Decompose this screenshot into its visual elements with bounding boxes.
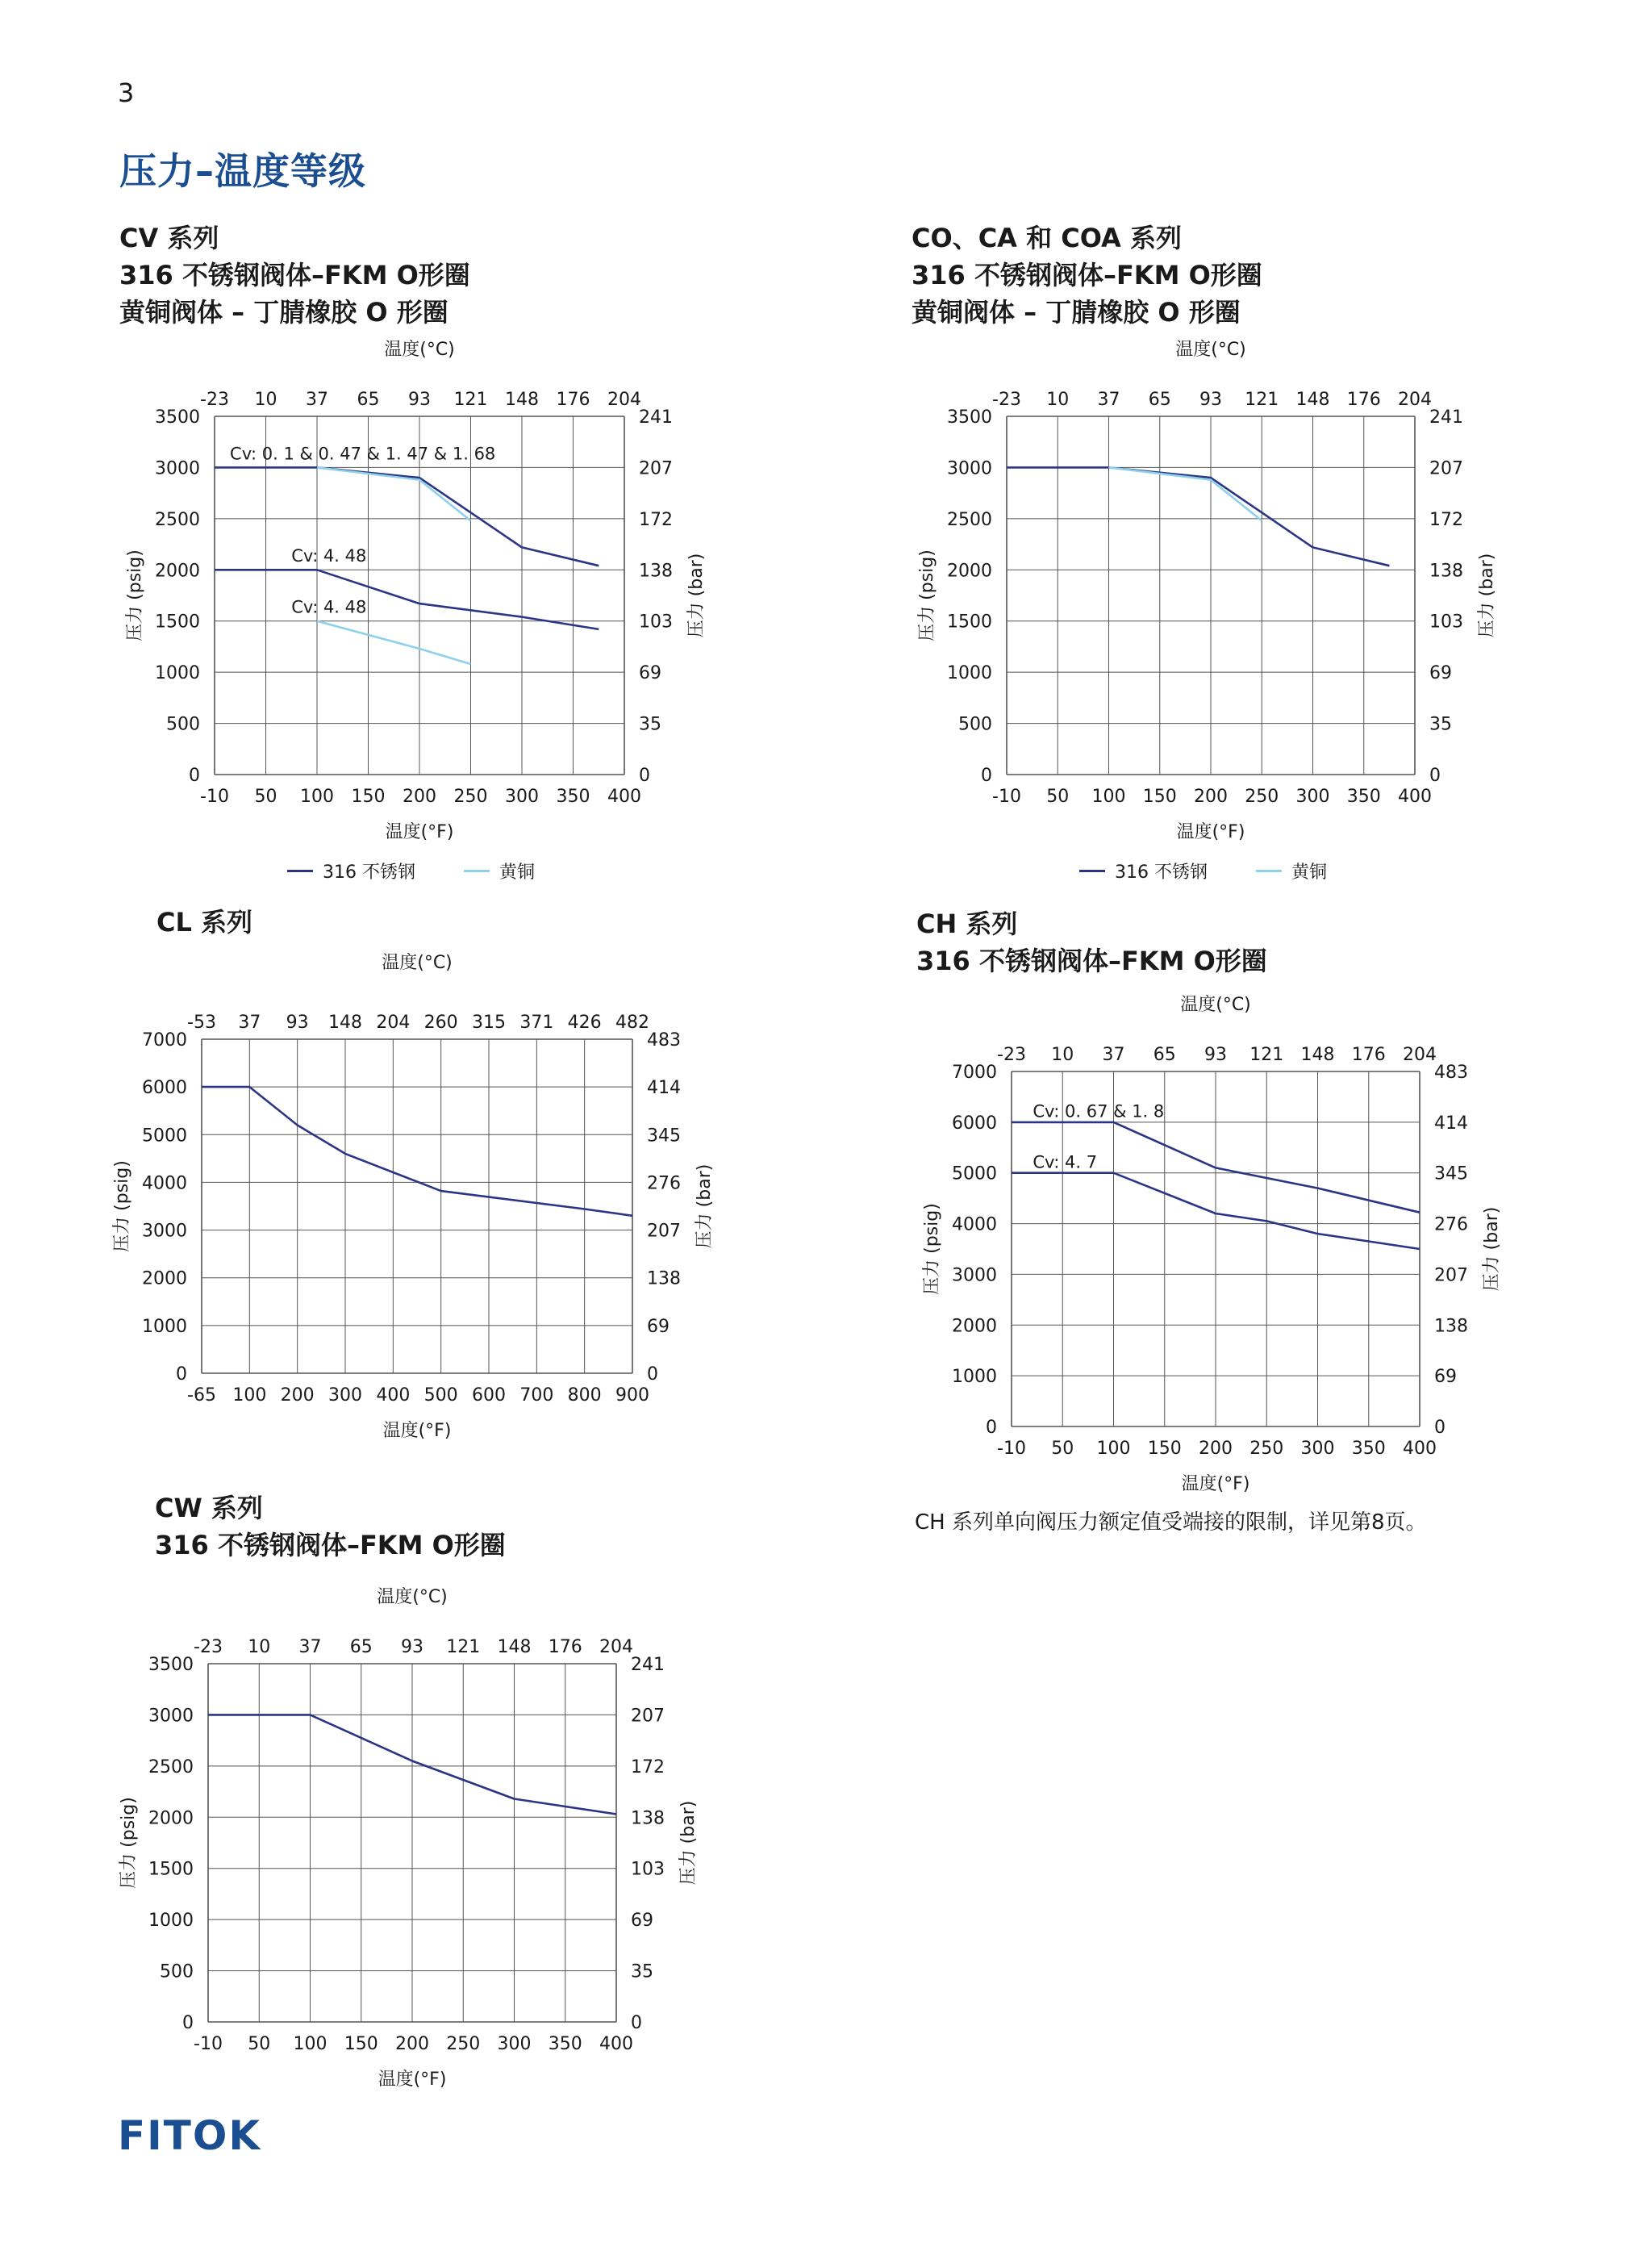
y-tick-label: 1500 [148, 1859, 194, 1880]
y-tick-label: 0 [176, 1364, 187, 1385]
grid [208, 1664, 616, 2022]
top-tick-label: -53 [187, 1013, 216, 1033]
top-tick-label: 65 [1153, 1045, 1176, 1065]
x-tick-label: 400 [376, 1385, 411, 1406]
y-axis-label: 压力 (psig) [922, 1203, 942, 1295]
top-tick-label: 204 [607, 390, 641, 410]
x-tick-label: 100 [300, 787, 334, 807]
right-tick-label: 138 [647, 1268, 681, 1289]
ch-title-line: CH 系列 [916, 908, 1018, 939]
cv-annotation: Cv: 4. 7 [1032, 1152, 1098, 1172]
top-tick-label: 482 [615, 1013, 649, 1033]
top-tick-label: 37 [1097, 390, 1120, 410]
x-tick-label: 100 [1091, 787, 1126, 807]
top-axis-label: 温度(°C) [377, 1587, 448, 1607]
top-tick-label: 204 [376, 1013, 411, 1033]
x-tick-label: 150 [1142, 787, 1177, 807]
cv-title-line: 黄铜阀体 – 丁腈橡胶 O 形圈 [119, 297, 448, 328]
x-tick-label: -10 [992, 787, 1021, 807]
top-tick-label: 121 [1245, 390, 1279, 410]
page-title: 压力–温度等级 [119, 149, 366, 193]
cv-annotation: Cv: 0. 1 & 0. 47 & 1. 47 & 1. 68 [230, 444, 496, 464]
right-tick-label: 69 [639, 663, 661, 684]
x-axis-label: 温度(°F) [1176, 822, 1245, 842]
right-tick-label: 69 [1429, 663, 1452, 684]
top-axis-label: 温度(°C) [1180, 995, 1251, 1015]
x-tick-label: 250 [446, 2034, 481, 2054]
top-tick-label: 426 [567, 1013, 602, 1033]
top-tick-label: 315 [472, 1013, 506, 1033]
legend-label: 黄铜 [1291, 863, 1328, 883]
y-tick-label: 500 [958, 714, 992, 735]
y-tick-label: 0 [986, 1418, 997, 1438]
top-tick-label: 93 [1204, 1045, 1227, 1065]
x-axis-label: 温度(°F) [378, 2070, 447, 2090]
y-tick-label: 3000 [952, 1265, 997, 1286]
y-tick-label: 2000 [148, 1808, 194, 1829]
x-tick-label: 250 [453, 787, 488, 807]
x-tick-label: 300 [505, 787, 539, 807]
page-number: 3 [118, 77, 135, 108]
right-tick-label: 483 [647, 1030, 681, 1050]
x-tick-label: 50 [1051, 1439, 1074, 1459]
cv-title-line: 316 不锈钢阀体–FKM O形圈 [119, 260, 470, 290]
top-tick-label: 148 [1300, 1045, 1335, 1065]
right-tick-label: 0 [1434, 1418, 1446, 1438]
fitok-logo: FITOK [118, 2112, 262, 2159]
top-tick-label: 10 [254, 390, 277, 410]
top-tick-label: 204 [1403, 1045, 1437, 1065]
right-tick-label: 207 [1434, 1265, 1468, 1286]
top-tick-label: 93 [286, 1013, 309, 1033]
y-tick-label: 2500 [148, 1756, 194, 1777]
top-tick-label: 204 [599, 1637, 633, 1657]
top-tick-label: 260 [423, 1013, 458, 1033]
top-tick-label: -23 [194, 1637, 223, 1657]
y-tick-label: 4000 [952, 1214, 997, 1235]
x-tick-label: 200 [403, 787, 436, 807]
right-tick-label: 103 [631, 1859, 665, 1880]
y-tick-label: 1000 [952, 1367, 997, 1388]
top-tick-label: 148 [505, 390, 539, 410]
x-tick-label: 50 [254, 787, 277, 807]
right-axis-label: 压力 (bar) [1482, 1206, 1502, 1292]
right-tick-label: 414 [1434, 1113, 1468, 1134]
right-tick-label: 69 [631, 1911, 653, 1932]
x-tick-label: 50 [1046, 787, 1070, 807]
top-tick-label: -23 [997, 1045, 1026, 1065]
cv-title-line: CV 系列 [119, 223, 219, 253]
y-tick-label: 3000 [148, 1706, 194, 1727]
cl-title-line: CL 系列 [156, 907, 253, 938]
right-tick-label: 172 [1429, 509, 1463, 530]
y-tick-label: 1000 [155, 663, 200, 684]
right-tick-label: 207 [639, 458, 673, 479]
x-tick-label: 350 [548, 2034, 582, 2054]
y-tick-label: 1500 [155, 612, 200, 633]
cw-title-line: 316 不锈钢阀体–FKM O形圈 [155, 1530, 506, 1560]
y-tick-label: 500 [160, 1961, 194, 1982]
y-tick-label: 6000 [952, 1113, 997, 1134]
right-axis-label: 压力 (bar) [1477, 553, 1497, 638]
y-tick-label: 5000 [952, 1163, 997, 1184]
top-tick-label: 65 [357, 390, 380, 410]
top-tick-label: 176 [556, 390, 590, 410]
y-tick-label: 0 [182, 2013, 194, 2033]
right-tick-label: 241 [1429, 407, 1463, 428]
y-tick-label: 0 [189, 766, 200, 786]
top-tick-label: 371 [519, 1013, 554, 1033]
y-tick-label: 7000 [952, 1063, 997, 1083]
right-tick-label: 35 [1429, 714, 1452, 735]
top-tick-label: 148 [328, 1013, 362, 1033]
right-tick-label: 0 [647, 1364, 658, 1385]
co-title-line: CO、CA 和 COA 系列 [912, 223, 1182, 253]
legend-label: 黄铜 [499, 863, 536, 883]
x-tick-label: 700 [519, 1385, 554, 1406]
y-tick-label: 7000 [142, 1030, 187, 1050]
right-tick-label: 276 [647, 1173, 681, 1194]
y-tick-label: 2000 [142, 1268, 187, 1289]
x-tick-label: 300 [1295, 787, 1330, 807]
x-tick-label: 350 [1346, 787, 1381, 807]
right-tick-label: 138 [1429, 561, 1463, 582]
y-tick-label: 1000 [148, 1911, 194, 1932]
right-tick-label: 276 [1434, 1214, 1468, 1235]
right-tick-label: 345 [647, 1126, 681, 1147]
x-tick-label: 500 [423, 1385, 458, 1406]
top-tick-label: 10 [1046, 390, 1070, 410]
cv-annotation: Cv: 4. 48 [291, 546, 367, 566]
cw-title-line: CW 系列 [155, 1493, 263, 1523]
y-axis-label: 压力 (psig) [119, 1797, 139, 1889]
top-tick-label: 121 [1249, 1045, 1284, 1065]
y-tick-label: 3000 [142, 1221, 187, 1242]
x-tick-label: 100 [232, 1385, 267, 1406]
right-tick-label: 172 [639, 509, 673, 530]
x-tick-label: 100 [1096, 1439, 1131, 1459]
legend-label: 316 不锈钢 [1115, 863, 1208, 883]
top-tick-label: 93 [401, 1637, 423, 1657]
top-tick-label: 204 [1398, 390, 1432, 410]
right-tick-label: 138 [1434, 1316, 1468, 1337]
x-tick-label: 200 [1194, 787, 1228, 807]
top-tick-label: 176 [548, 1637, 582, 1657]
right-tick-label: 35 [639, 714, 661, 735]
footnote: CH 系列单向阀压力额定值受端接的限制，详见第8页。 [915, 1510, 1427, 1535]
co-title-line: 316 不锈钢阀体–FKM O形圈 [912, 260, 1262, 290]
co-title-line: 黄铜阀体 – 丁腈橡胶 O 形圈 [912, 297, 1241, 328]
top-tick-label: 65 [1148, 390, 1171, 410]
x-tick-label: 250 [1245, 787, 1279, 807]
top-axis-label: 温度(°C) [1175, 340, 1246, 360]
y-tick-label: 3500 [155, 407, 200, 428]
top-tick-label: 37 [306, 390, 328, 410]
y-tick-label: 2500 [947, 509, 992, 530]
x-tick-label: -10 [194, 2034, 223, 2054]
y-tick-label: 500 [166, 714, 200, 735]
cv-annotation: Cv: 4. 48 [291, 597, 367, 617]
top-axis-label: 温度(°C) [382, 953, 453, 973]
right-tick-label: 138 [639, 561, 673, 582]
top-tick-label: 93 [408, 390, 431, 410]
y-tick-label: 3000 [155, 458, 200, 479]
x-tick-label: 800 [567, 1385, 602, 1406]
x-tick-label: 400 [1398, 787, 1432, 807]
right-tick-label: 414 [647, 1078, 681, 1099]
y-tick-label: 2500 [155, 509, 200, 530]
legend-label: 316 不锈钢 [323, 863, 415, 883]
right-axis-label: 压力 (bar) [686, 553, 707, 638]
top-tick-label: 148 [497, 1637, 532, 1657]
x-tick-label: 350 [1351, 1439, 1386, 1459]
top-tick-label: 121 [446, 1637, 481, 1657]
y-tick-label: 3500 [947, 407, 992, 428]
y-tick-label: 3000 [947, 458, 992, 479]
x-tick-label: 300 [1300, 1439, 1335, 1459]
x-tick-label: -10 [997, 1439, 1026, 1459]
right-axis-label: 压力 (bar) [678, 1800, 699, 1886]
y-tick-label: 2000 [155, 561, 200, 582]
x-tick-label: 150 [351, 787, 386, 807]
right-tick-label: 69 [1434, 1367, 1457, 1388]
right-tick-label: 207 [647, 1221, 681, 1242]
x-tick-label: -65 [187, 1385, 216, 1406]
top-tick-label: 37 [298, 1637, 322, 1657]
y-axis-label: 压力 (psig) [125, 549, 145, 641]
top-tick-label: 148 [1295, 390, 1330, 410]
y-tick-label: 5000 [142, 1126, 187, 1147]
x-tick-label: 200 [1199, 1439, 1233, 1459]
x-tick-label: 100 [293, 2034, 327, 2054]
top-tick-label: 10 [248, 1637, 271, 1657]
x-tick-label: 400 [1403, 1439, 1437, 1459]
top-tick-label: 37 [1102, 1045, 1125, 1065]
right-tick-label: 0 [631, 2013, 642, 2033]
right-tick-label: 0 [639, 766, 650, 786]
y-tick-label: 3500 [148, 1655, 194, 1675]
y-tick-label: 6000 [142, 1078, 187, 1099]
x-tick-label: 400 [607, 787, 641, 807]
top-tick-label: 65 [349, 1637, 373, 1657]
x-tick-label: 150 [344, 2034, 378, 2054]
x-tick-label: 600 [472, 1385, 506, 1406]
x-tick-label: 900 [615, 1385, 649, 1406]
top-tick-label: -23 [992, 390, 1021, 410]
x-tick-label: 50 [248, 2034, 271, 2054]
y-tick-label: 1000 [947, 663, 992, 684]
y-tick-label: 1000 [142, 1316, 187, 1337]
top-tick-label: -23 [200, 390, 229, 410]
x-axis-label: 温度(°F) [1181, 1474, 1250, 1494]
x-tick-label: 350 [556, 787, 590, 807]
right-tick-label: 103 [1429, 612, 1463, 633]
right-tick-label: 345 [1434, 1163, 1468, 1184]
right-tick-label: 172 [631, 1756, 665, 1777]
top-tick-label: 93 [1199, 390, 1222, 410]
right-tick-label: 241 [639, 407, 673, 428]
right-tick-label: 207 [631, 1706, 665, 1727]
right-tick-label: 138 [631, 1808, 665, 1829]
y-tick-label: 2000 [952, 1316, 997, 1337]
x-tick-label: 200 [395, 2034, 429, 2054]
right-tick-label: 69 [647, 1316, 670, 1337]
right-tick-label: 35 [631, 1961, 653, 1982]
top-tick-label: 10 [1051, 1045, 1074, 1065]
right-tick-label: 0 [1429, 766, 1441, 786]
y-tick-label: 1500 [947, 612, 992, 633]
right-tick-label: 483 [1434, 1063, 1468, 1083]
right-tick-label: 103 [639, 612, 673, 633]
y-tick-label: 4000 [142, 1173, 187, 1194]
right-tick-label: 241 [631, 1655, 665, 1675]
cv-annotation: Cv: 0. 67 & 1. 8 [1032, 1101, 1165, 1122]
x-tick-label: 150 [1147, 1439, 1182, 1459]
y-axis-label: 压力 (psig) [917, 549, 937, 641]
x-tick-label: -10 [200, 787, 229, 807]
right-axis-label: 压力 (bar) [695, 1163, 715, 1249]
y-tick-label: 0 [981, 766, 992, 786]
x-tick-label: 200 [280, 1385, 315, 1406]
x-tick-label: 400 [599, 2034, 633, 2054]
y-axis-label: 压力 (psig) [112, 1160, 132, 1252]
ch-title-line: 316 不锈钢阀体–FKM O形圈 [916, 946, 1267, 976]
top-tick-label: 176 [1351, 1045, 1386, 1065]
top-tick-label: 37 [238, 1013, 261, 1033]
x-tick-label: 300 [328, 1385, 362, 1406]
x-axis-label: 温度(°F) [385, 822, 454, 842]
top-tick-label: 176 [1346, 390, 1381, 410]
top-axis-label: 温度(°C) [384, 340, 455, 360]
y-tick-label: 2000 [947, 561, 992, 582]
x-tick-label: 250 [1249, 1439, 1284, 1459]
x-axis-label: 温度(°F) [382, 1421, 452, 1441]
x-tick-label: 300 [497, 2034, 532, 2054]
right-tick-label: 207 [1429, 458, 1463, 479]
top-tick-label: 121 [453, 390, 488, 410]
